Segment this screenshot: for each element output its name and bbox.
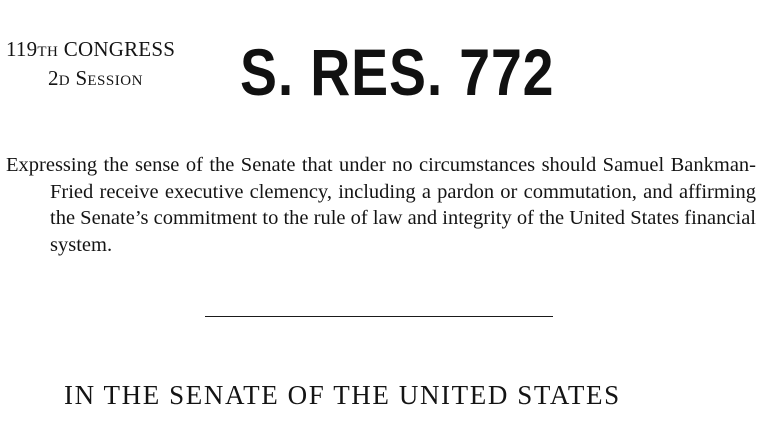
congress-session-header [6, 36, 216, 94]
chamber-heading: IN THE SENATE OF THE UNITED STATES [64, 380, 621, 410]
congress-ordinal: TH [37, 44, 59, 60]
session-word-rest: ESSION [87, 73, 143, 89]
congress-word: CONGRESS [58, 37, 176, 61]
divider-rule [205, 316, 553, 317]
session-line [6, 65, 216, 94]
congress-line [6, 36, 216, 65]
session-number: 2 [48, 66, 59, 90]
bill-number: S. RES. 772 [240, 35, 555, 109]
congress-number: 119 [6, 37, 38, 61]
session-word-initial: S [70, 66, 88, 90]
resolution-caption: Expressing the sense of the Senate that under no circumstances should Samuel Bankman-Fried receive executive clemency, including a pardon or commutation, and affirming the Senate’s commitment to the rule of law and integrity of the United States financial system. [6, 154, 756, 256]
session-ordinal: D [58, 73, 71, 89]
